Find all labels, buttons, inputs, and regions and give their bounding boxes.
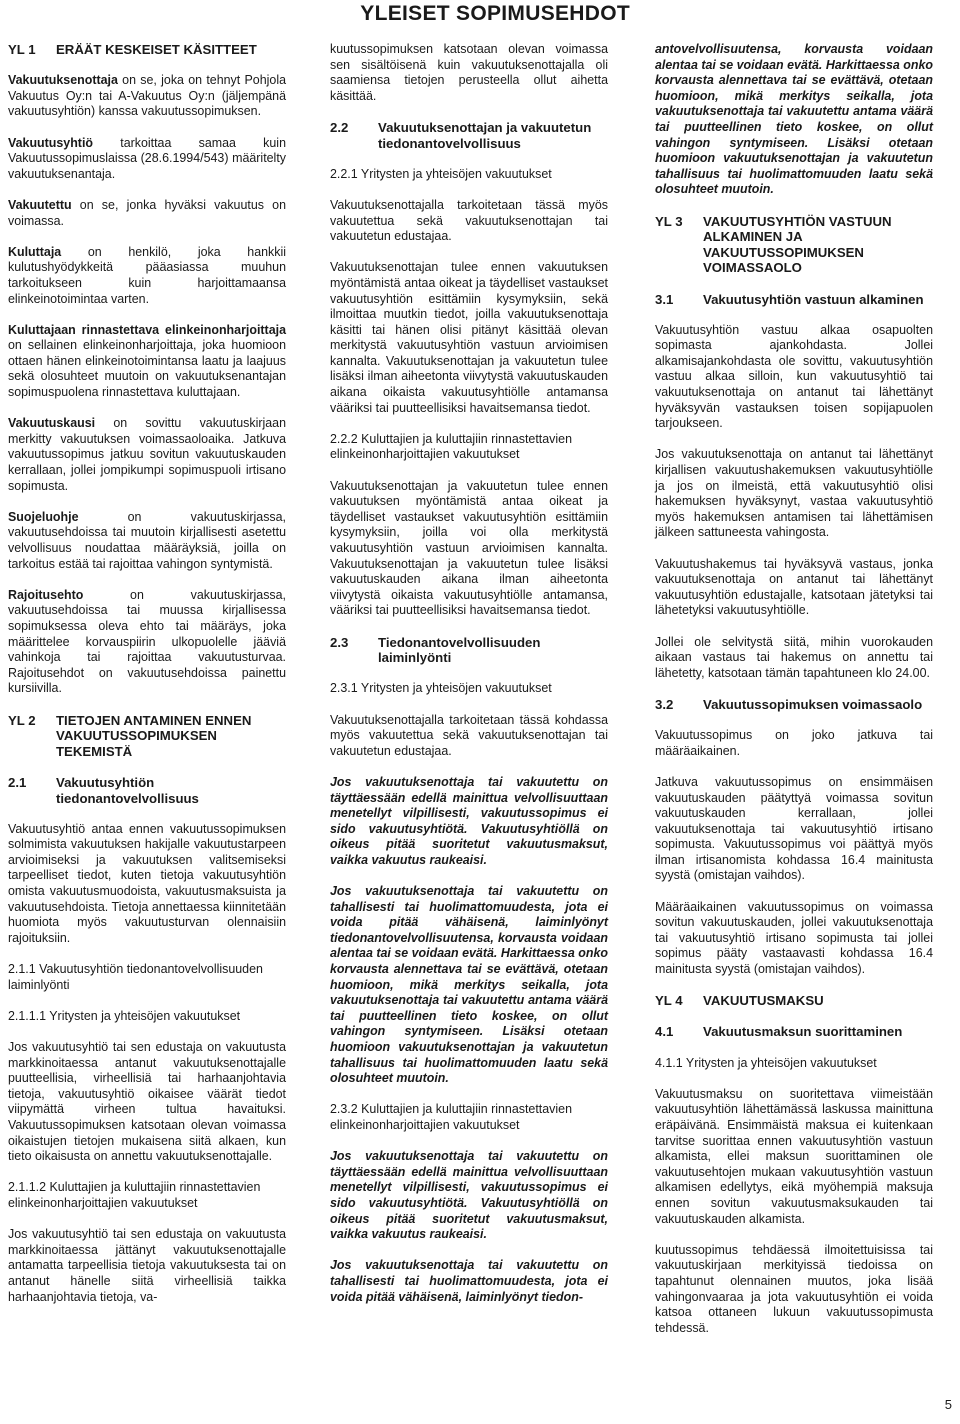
subheading: 4.1.1 Yritysten ja yhteisöjen vakuutukset (655, 1055, 877, 1070)
paragraph: Jos vakuutuksenottaja on antanut tai lähettänyt kirjallisen vakuutushakemuksen vakuutusyhtiölle ja jos on ilmeistä, että vakuutusyhtiö olisi hakemuksen hyväksynyt, vastaa vakuutusyhtiö myös hakemuksen antamisen tai lähettämisen jälkeen sattuneesta vahingosta. (655, 447, 933, 540)
subheading: 2.3.2 Kuluttajien ja kuluttajiin rinnastettavien elinkeinonharjoittajien vakuutukset (330, 1102, 572, 1132)
column-2 (330, 42, 608, 1321)
paragraph: Jollei ole selvitystä siitä, mihin vuorokauden aikaan vastaus tai hakemus on annettu tai lähetetty, katsotaan tämän tapahtuneen klo 24.00. (655, 634, 933, 680)
subheading: 2.1.1.1 Yritysten ja yhteisöjen vakuutukset (8, 1008, 241, 1023)
column-3 (655, 42, 933, 1352)
definition-kuluttaja: Kuluttaja on henkilö, joka hankkii kulutushyödykkeitä pääasiassa muuhun tarkoitukseen kuin harjoittamaansa elinkeinotoimintaa varten. (8, 244, 286, 306)
column-1 (8, 42, 286, 1321)
restriction-paragraph: Jos vakuutuksenottaja tai vakuutettu on tahallisesti tai huolimattomuudesta, jota ei voida pitää vähäisenä, laiminlyönyt tiedonantovelvollisuutensa, korvausta voidaan alentaa tai se voidaan evätä. Harkittaessa onko korvausta alennettava tai se evättävä, otetaan huomioon, mikä merkitys seikalla, jota vakuutuksenottaja tai vakuutettu antama väärä tai puutteellinen tieto koskee, on ollut vahingon syntymiseen. Lisäksi otetaan huomioon vakuutuksenottajan ja vakuutetun tahallisuus tai huolimattomuuden laatu sekä olosuhteet muutoin. (330, 884, 608, 1086)
subsection-heading-4-1: 4.1 Vakuutusmaksun suorittaminen (655, 1024, 903, 1040)
restriction-paragraph: Jos vakuutuksenottaja tai vakuutettu on täyttäessään edellä mainittua velvollisuuttaan menetellyt vilpillisesti, vakuutussopimus ei sido vakuutusyhtiötä. Vakuutusyhtiöllä on oikeus pitää suoritetut vakuutusmaksut, vaikka vakuutus raukeaisi. (330, 1149, 608, 1242)
restriction-paragraph: antovelvollisuutensa, korvausta voidaan alentaa tai se voidaan evätä. Harkittaessa onko korvausta alennettava tai se evättävä, otetaan huomioon, mikä merkitys seikalla, jota vakuutuksenottaja tai vakuutettu antama väärä tai puutteellinen tieto koskee, on ollut vahingon syntymiseen. Lisäksi otetaan huomioon vakuutuksenottajan ja vakuutetun tahallisuus tai huolimattomuuden laatu sekä olosuhteet muutoin. (655, 42, 933, 197)
subsection-heading-2-3: 2.3 Tiedonantovelvollisuuden laiminlyönti (330, 634, 541, 666)
restriction-paragraph: Jos vakuutuksenottaja tai vakuutettu on täyttäessään edellä mainittua velvollisuuttaan menetellyt vilpillisesti, vakuutussopimus ei sido vakuutusyhtiötä. Vakuutusyhtiöllä on oikeus pitää suoritetut vakuutusmaksut, vaikka vakuutus raukeaisi. (330, 774, 608, 867)
definition-vakuutuskausi: Vakuutuskausi on sovittu vakuutuskirjaan merkitty vakuutuksen voimassaoloaika. Jatkuva vakuutussopimus jatkuu sovitun vakuutuskauden kerrallaan, jollei jompikumpi sopimuspuoli irtisano sopimusta. (8, 416, 286, 493)
section-heading-yl3: YL 3 VAKUUTUSYHTIÖN VASTUUN ALKAMINEN JA VAKUUTUSSOPIMUKSEN VOIMASSAOLO (655, 213, 892, 276)
subsection-heading-3-1: 3.1 Vakuutusyhtiön vastuun alkaminen (655, 291, 924, 307)
paragraph: Vakuutushakemus tai hyväksyvä vastaus, jonka vakuutuksenottaja on antanut tai lähettänyt vakuutusyhtiön edustajalle, katsotaan jätetyksi tai lähetetyksi vakuutusyhtiölle. (655, 556, 933, 618)
paragraph: Jos vakuutusyhtiö tai sen edustaja on vakuutusta markkinoitaessa jättänyt vakuutuksenottajalle antamatta tarpeellisia tietoja vakuutuksesta tai on antanut hänelle siitä virheellisiä taikka harhaanjohtavia tietoja, va- (8, 1227, 286, 1304)
paragraph: Jos vakuutusyhtiö tai sen edustaja on vakuutusta markkinoitaessa antanut vakuutuksenottajalle puutteellisia, virheellisiä tai harhaanjohtavia tietoja, vakuutusyhtiö oikaisee väärät tiedot viipymättä virheen tultua havaituksi. Vakuutussopimuksen katsotaan olevan voimassa oikaistujen tietojen mukaisena siitä alkaen, kun tieto oikaisusta on annettu vakuutuksenottajalle. (8, 1040, 286, 1164)
definition-vakuutuksenottaja: Vakuutuksenottaja on se, joka on tehnyt Pohjola Vakuutus Oy:n tai A-Vakuutus Oy:n (jäljempänä vakuutusyhtiön) kanssa vakuutussopimuksen. (8, 73, 286, 119)
definition-vakuutusyhtio: Vakuutusyhtiö tarkoittaa samaa kuin Vakuutussopimuslaissa (28.6.1994/543) määritelty vakuutuksenantaja. (8, 135, 286, 181)
subheading: 2.2.2 Kuluttajien ja kuluttajiin rinnastettavien elinkeinonharjoittajien vakuutukset (330, 431, 572, 462)
paragraph: Vakuutusmaksu on suoritettava viimeistään vakuutusyhtiön lähettämässä laskussa mainittuna eräpäivänä. Ensimmäistä maksua ei kuitenkaan tarvitse suorittaa ennen vakuutusyhtiön vastuun alkamista, ellei maksun suorittaminen ole vakuutusehtojen mukaan vakuutusyhtiön vastuun alkamisen edellytys, eikä myöhempiä maksuja ennen sovitun vakuutusmaksukauden tai vakuutuskauden alkamista. (655, 1086, 933, 1226)
subsection-heading-2-2: 2.2 Vakuutuksenottajan ja vakuutetun tiedonantovelvollisuus (330, 119, 592, 151)
subsection-heading-2-1: 2.1 Vakuutusyhtiön tiedonantovelvollisuus (8, 774, 199, 806)
section-heading-yl2: YL 2 TIETOJEN ANTAMINEN ENNEN VAKUUTUSSOPIMUKSEN TEKEMISTÄ (8, 712, 252, 759)
restriction-paragraph: Jos vakuutuksenottaja tai vakuutettu on tahallisesti tai huolimattomuudesta, jota ei voida pitää vähäisenä, laiminlyönyt tiedon- (330, 1258, 608, 1304)
definition-rajoitusehto: Rajoitusehto on vakuutuskirjassa, vakuutusehdoissa tai muussa kirjallisessa sopimuksessa oleva ehto tai määräys, joka määrittelee korvauspiirin ulkopuolelle jääviä vahinkoja tai rajoittaa vakuutusturvaa. Rajoitusehdot on vakuutusehdoissa painettu kursiivilla. (8, 587, 286, 696)
definition-elinkeinonharjoittaja: Kuluttajaan rinnastettava elinkeinonharjoittaja on sellainen elinkeinonharjoittaja, joka huomioon ottaen hänen elinkeinotoimintansa laatu ja laajuus sekä olosuhteet muutoin on vakuutuksenantajan sopimuspuolena rinnastettava kuluttajaan. (8, 322, 286, 400)
definition-vakuutettu: Vakuutettu on se, jonka hyväksi vakuutus on voimassa. (8, 197, 286, 228)
section-heading-yl4: YL 4 VAKUUTUSMAKSU (655, 993, 824, 1009)
definition-suojeluohje: Suojeluohje on vakuutuskirjassa, vakuutusehdoissa tai muutoin kirjallisesti asetettu velvollisuus noudattaa määräyksiä, joilla on tarkoitus estää tai rajoittaa vahingon syntymistä. (8, 509, 286, 571)
paragraph: Vakuutuksenottajan ja vakuutetun tulee ennen vakuutuksen myöntämistä antaa oikeat ja täydelliset vastaukset vakuutusyhtiön esittämiin kysymyksiin, joilla voi olla merkitystä vakuutusyhtiön vastuun arvioimisen kannalta. Vakuutuksenottajan ja vakuutetun tulee lisäksi vakuutuskauden aikana ilman aiheetonta viivytystä oikaista vakuutusyhtiölle antamansa, vääriksi tai puutteellisiksi havaitsemansa tiedot. (330, 478, 608, 618)
page-number: 5 (944, 1397, 952, 1412)
subheading: 2.1.1 Vakuutusyhtiön tiedonantovelvollisuuden laiminlyönti (8, 962, 263, 992)
paragraph: Vakuutusyhtiö antaa ennen vakuutussopimuksen solmimista vakuutuksen hakijalle vakuutustarpeen arvioimiseksi ja vakuutuksen valitsemiseksi tarpeelliset tiedot, kuten tietoja vakuutusyhtiön omista vakuutusmuodoista, vakuutusmaksuista ja vakuutusehdoista. Tietoja annettaessa kiinnitetään huomiota myös vakuutusturvan olennaisiin rajoituksiin. (8, 821, 286, 945)
paragraph: kuutussopimus tehdäessä ilmoitettuisissa tai vakuutuskirjaan merkityissä tiedoissa on tapahtunut olennainen muutos, joka lisää vahingonvaaraa ja jota vakuutusyhtiön ei voida katsoa ottaneen lukuun vakuutussopimusta tehdessä. (655, 1242, 933, 1335)
section-heading-yl1: YL 1 ERÄÄT KESKEISET KÄSITTEET (8, 42, 257, 57)
subsection-heading-3-2: 3.2 Vakuutussopimuksen voimassaolo (655, 696, 923, 712)
subheading: 2.3.1 Yritysten ja yhteisöjen vakuutukset (330, 681, 552, 696)
paragraph: Jatkuva vakuutussopimus on ensimmäisen vakuutuskauden päätyttyä voimassa sovitun vakuutuskauden kerrallaan, jollei vakuutuksenottaja tai vakuutusyhtiö irtisano sopimusta. Vakuutussopimus voi päättyä myös ilman irtisanomista kohdassa 16.4 mainitusta syystä (omistajan vaihdos). (655, 774, 933, 883)
paragraph: Vakuutuksenottajalla tarkoitetaan tässä myös vakuutettua sekä vakuutuksenottajan tai vakuutetun edustajaa. (330, 197, 608, 244)
paragraph: Vakuutusyhtiön vastuu alkaa osapuolten sopimasta ajankohdasta. Jollei alkamisajankohdasta ole sovittu, vakuutusyhtiön vastuu alkaa silloin, kun vakuutusyhtiö tai vakuutuksenottaja on antanut tai lähettänyt hyväksyvän vastauksen toisen sopijapuolen tarjoukseen. (655, 322, 933, 431)
subheading: 2.2.1 Yritysten ja yhteisöjen vakuutukset (330, 166, 552, 181)
paragraph: kuutussopimuksen katsotaan olevan voimassa sen sisältöisenä kuin vakuutuksenottajalla oli saamiensa tietojen perusteella ollut aihetta käsittää. (330, 42, 608, 103)
page-title: YLEISET SOPIMUSEHDOT (360, 2, 630, 25)
paragraph: Vakuutuksenottajan tulee ennen vakuutuksen myöntämistä antaa oikeat ja täydelliset vastaukset vakuutusyhtiön esittämiin kysymyksiin, sekä ilmoittaa muutkin tiedot, joilla vakuutuksenottaja käsitti tai hänen olisi pitänyt käsittää olevan merkitystä vakuutusyhtiön vastuun arvioimisen kannalta. Vakuutuksenottajan ja vakuutetun tulee lisäksi ilman aiheetonta viivytystä vakuutuskauden aikana oikaista vakuutusyhtiölle antamansa vääriksi tai puutteellisiksi havaitsemansa tiedot. (330, 260, 608, 415)
paragraph: Vakuutussopimus on joko jatkuva tai määräaikainen. (655, 728, 933, 758)
paragraph: Määräaikainen vakuutussopimus on voimassa sovitun vakuutuskauden, jollei vakuutuksenottaja tai vakuutusyhtiö irtisano sopimusta tai jollei sopimus pääty vastaavasti kohdassa 16.4 mainitusta syystä (omistajan vaihdos). (655, 899, 933, 977)
paragraph: Vakuutuksenottajalla tarkoitetaan tässä kohdassa myös vakuutettua sekä vakuutuksenottajan tai vakuutetun edustajaa. (330, 712, 608, 758)
subheading: 2.1.1.2 Kuluttajien ja kuluttajiin rinnastettavien elinkeinonharjoittajien vakuutukset (8, 1180, 261, 1210)
